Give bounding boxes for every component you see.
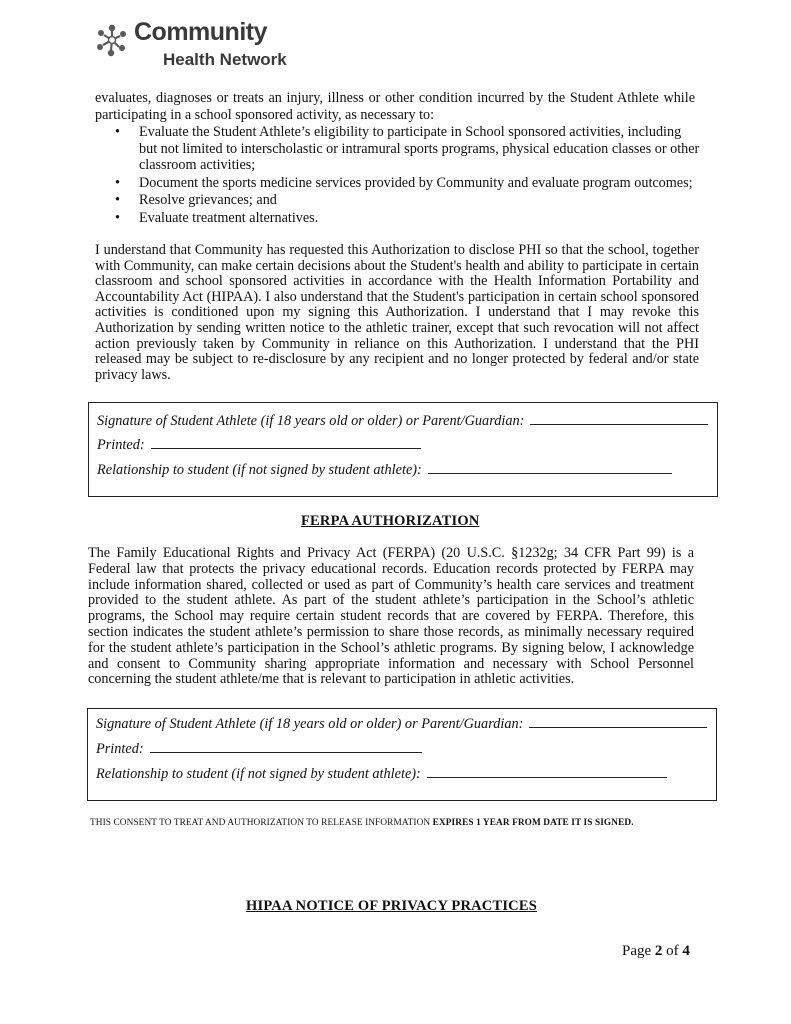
hipaa-signature-block	[88, 402, 718, 497]
signature-label: Signature of Student Athlete (if 18 years old or older) or Parent/Guardian:	[96, 716, 524, 732]
relationship-row	[96, 765, 667, 783]
signature-field[interactable]	[529, 715, 707, 728]
bullet-icon: •	[115, 209, 120, 226]
printed-name-field[interactable]	[151, 436, 421, 449]
intro-text: evaluates, diagnoses or treats an injury, illness or other condition incurred by the Student Athlete while participating in a school sponsored activity, as necessary to:	[95, 90, 695, 123]
relationship-field[interactable]	[428, 461, 672, 474]
expiry-notice: THIS CONSENT TO TREAT AND AUTHORIZATION TO RELEASE INFORMATION EXPIRES 1 YEAR FROM DATE IT IS SIGNED.	[90, 818, 634, 828]
list-item: • Evaluate the Student Athlete’s eligibility to participate in School sponsored activities, including but not limited to interscholastic or intramural sports programs, physical education classes or other classroom activities;	[115, 124, 700, 173]
printed-label: Printed:	[96, 741, 144, 757]
bullet-icon: •	[115, 124, 120, 140]
printed-name-field[interactable]	[150, 740, 422, 753]
authorization-paragraph: I understand that Community has requested this Authorization to disclose PHI so that the school, together with Community, can make certain decisions about the Student's health and ability to participate in certain classroom and school sponsored activities in accordance with the Health Information Portability and Accountability Act (HIPAA). I also understand that the Student's participation in certain school sponsored activities is conditioned upon my signing this Authorization. I understand that I may revoke this Authorization by sending written notice to the athletic trainer, except that such revocation will not affect action previously taken by Community in reliance on this Authorization. I understand that the PHI released may be subject to re-disclosure by any recipient and no longer protected by federal and/or state privacy laws.	[95, 242, 699, 383]
signature-label: Signature of Student Athlete (if 18 years old or older) or Parent/Guardian:	[97, 413, 525, 429]
printed-label: Printed:	[97, 437, 145, 453]
signature-row	[96, 715, 707, 733]
bullet-icon: •	[115, 192, 120, 208]
logo-wordmark-community: Community	[134, 18, 267, 46]
logo-wordmark-health-network: Health Network	[163, 50, 287, 69]
signature-field[interactable]	[530, 412, 708, 425]
ferpa-paragraph: The Family Educational Rights and Privacy Act (FERPA) (20 U.S.C. §1232g; 34 CFR Part 99) is a Federal law that protects the privacy educational records. Education records protected by FERPA may include information shared, collected or used as part of Community’s health care services and treatment provided to the student athlete. As part of the student athlete’s participation in the School’s athletic programs, the School may require certain student records that are covered by FERPA. Therefore, this section indicates the student athlete’s permission to share those records, as minimally necessary required for the student athlete’s participation in the School’s athletic programs. By signing below, I acknowledge and consent to Community sharing appropriate information and necessary with School Personnel concerning the student athlete/me that is relevant to participation in athletic activities.	[88, 545, 694, 688]
printed-row	[97, 436, 421, 454]
community-logo	[92, 18, 332, 74]
ferpa-title: FERPA AUTHORIZATION	[301, 513, 480, 529]
list-item: • Resolve grievances; and	[115, 192, 277, 208]
printed-row	[96, 740, 422, 758]
relationship-row	[97, 461, 672, 479]
list-item: • Evaluate treatment alternatives.	[115, 209, 319, 226]
list-item: • Document the sports medicine services provided by Community and evaluate program outcomes;	[115, 174, 693, 191]
bullet-icon: •	[115, 174, 120, 191]
expiry-emphasis: EXPIRES 1 YEAR FROM DATE IT IS SIGNED.	[432, 818, 634, 828]
signature-row	[97, 412, 708, 430]
relationship-label: Relationship to student (if not signed by student athlete):	[97, 462, 422, 478]
relationship-field[interactable]	[427, 765, 667, 778]
hipaa-notice-title: HIPAA NOTICE OF PRIVACY PRACTICES	[246, 898, 537, 914]
community-star-icon	[92, 20, 132, 60]
ferpa-signature-block	[87, 708, 717, 801]
purpose-list	[95, 124, 700, 227]
relationship-label: Relationship to student (if not signed by student athlete):	[96, 766, 421, 782]
page-number: Page 2 of 4	[622, 943, 690, 959]
